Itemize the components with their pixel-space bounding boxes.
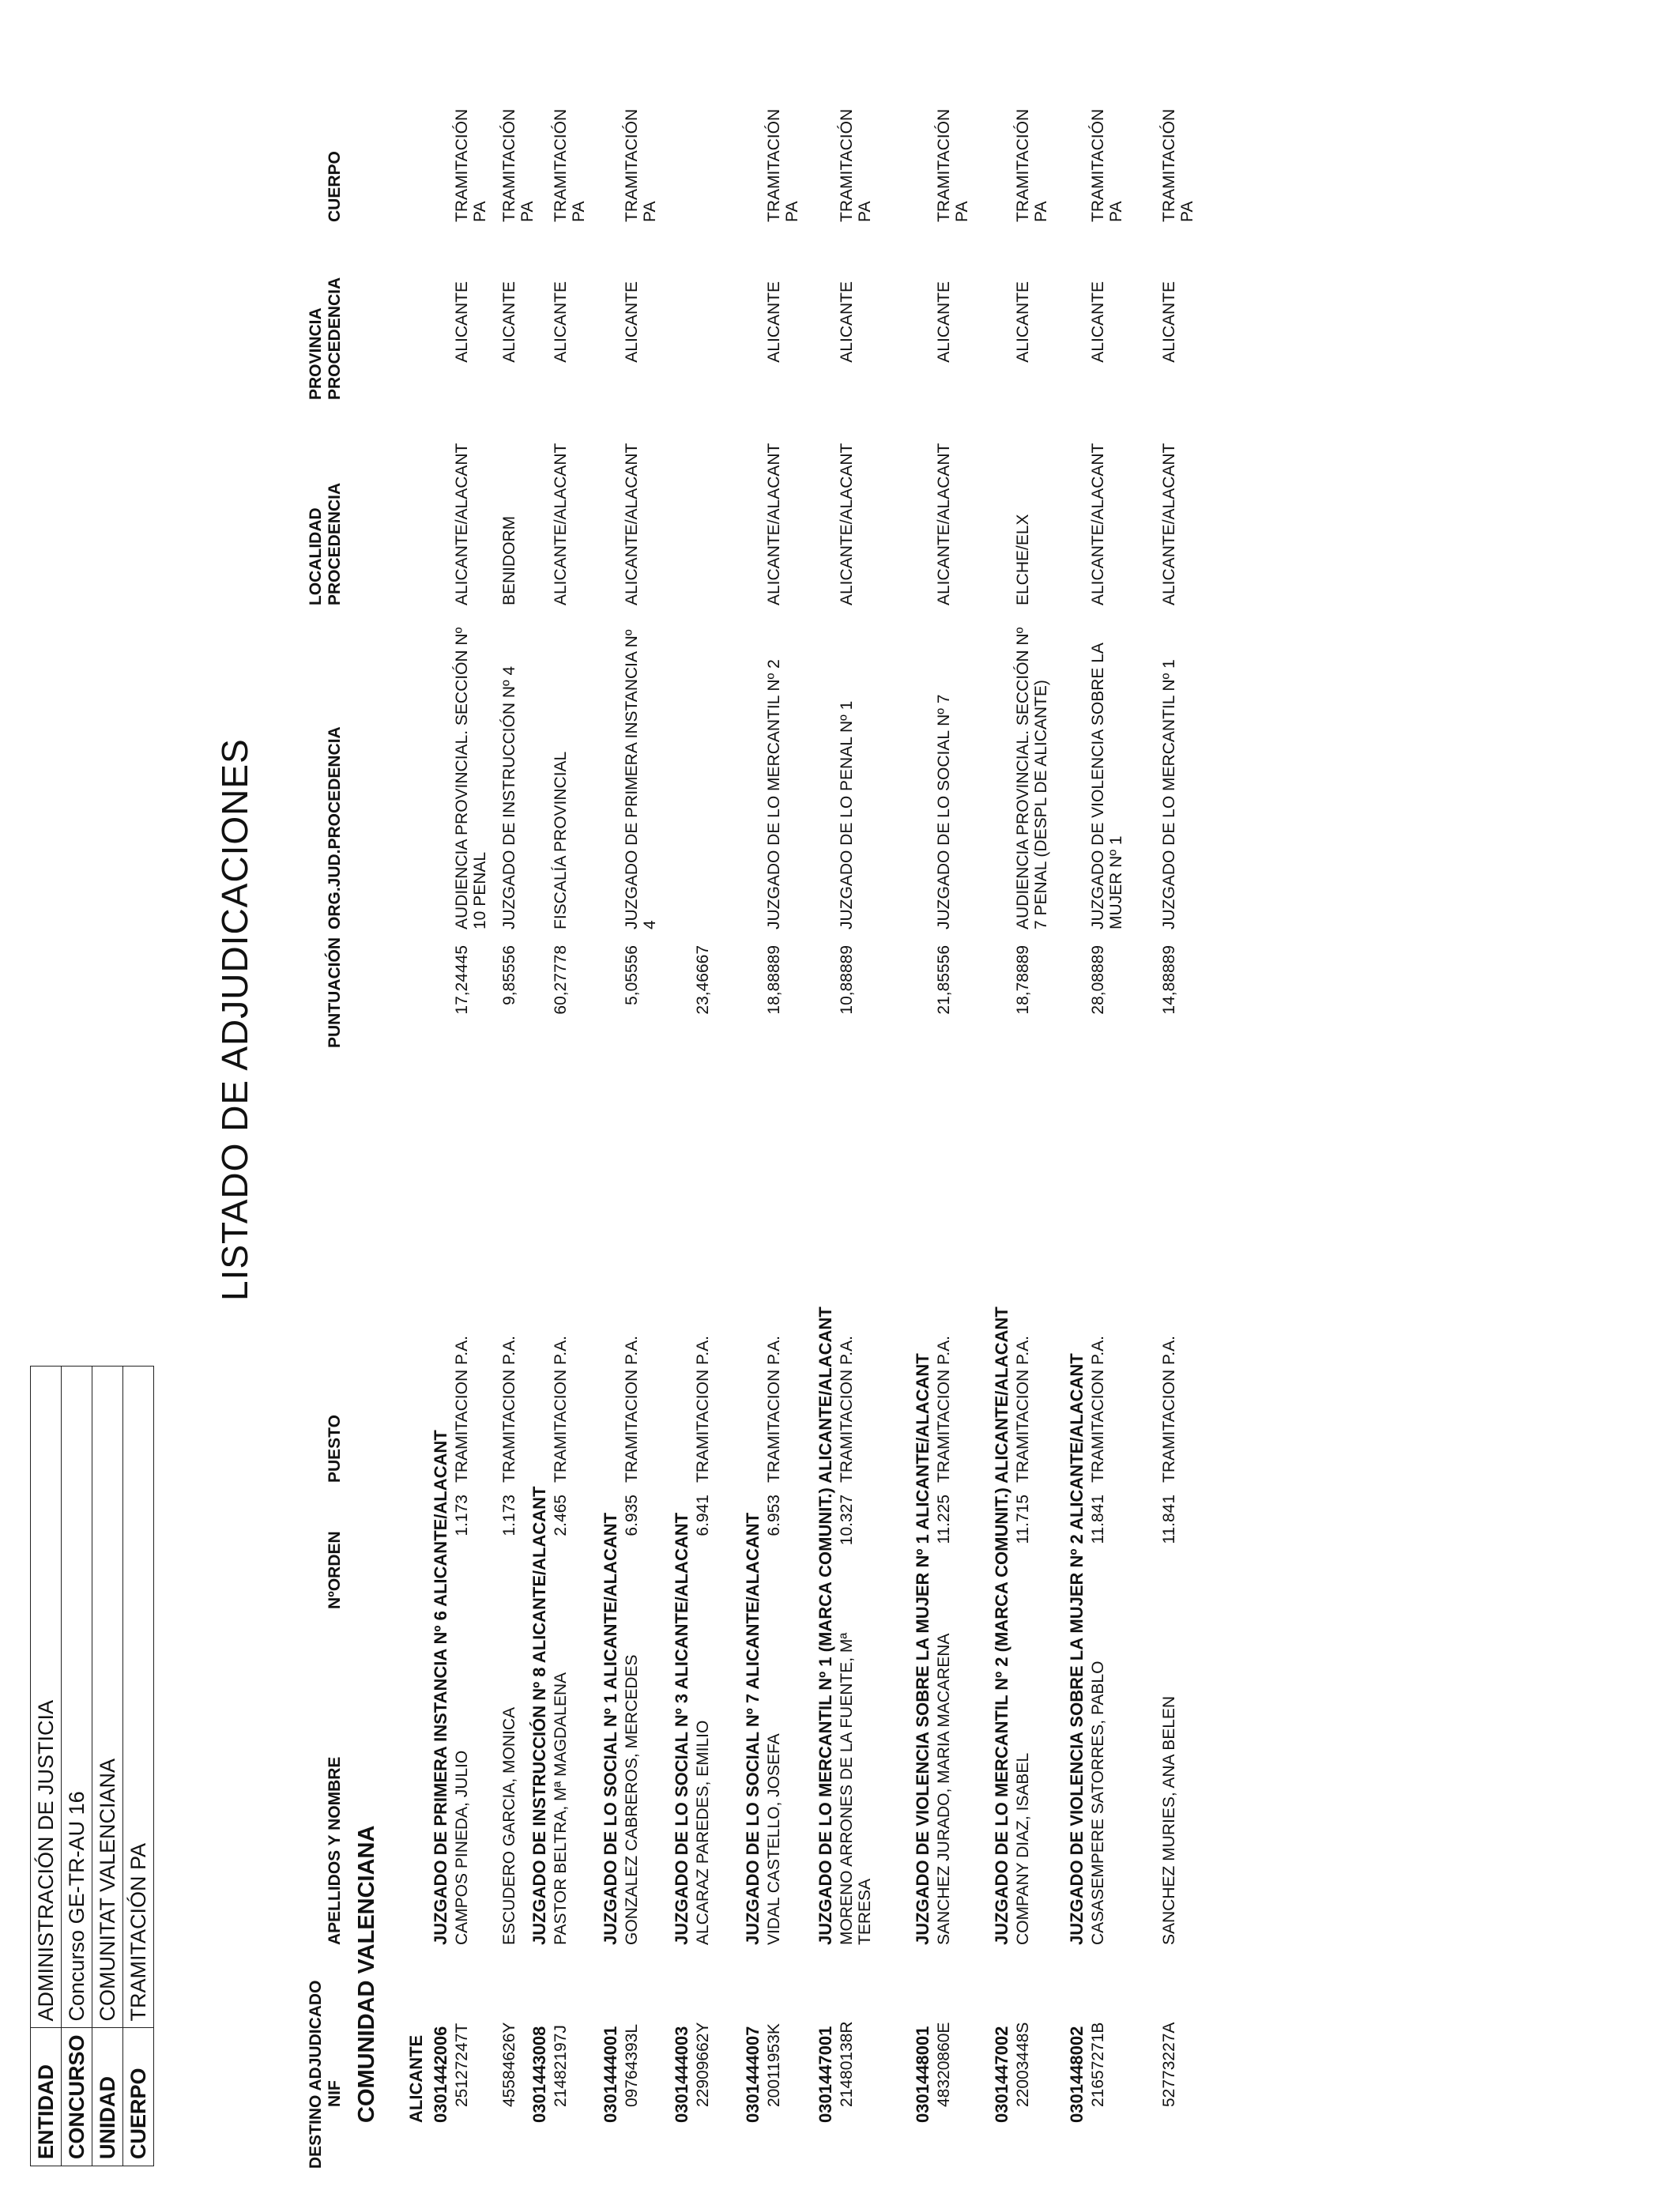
info-row — [92, 1367, 123, 2166]
header-destino: DESTINO ADJUDICADO — [307, 1980, 325, 2169]
cell-provincia: ALICANTE — [623, 281, 641, 363]
cell-provincia: ALICANTE — [552, 281, 570, 363]
cell-puesto: TRAMITACION P.A. — [838, 1336, 856, 1483]
cell-nif: 22909662Y — [694, 2022, 712, 2107]
cell-orden: 11.715 — [1014, 1495, 1032, 1544]
cell-orden: 10.327 — [838, 1495, 856, 1546]
info-value: COMUNITAT VALENCIANA — [92, 1367, 123, 2028]
info-value: ADMINISTRACIÓN DE JUSTICIA — [31, 1367, 62, 2028]
cell-nif: 09764393L — [623, 2023, 641, 2107]
info-value: Concurso GE-TR-AU 16 — [62, 1367, 92, 2028]
cell-puesto: TRAMITACION P.A. — [935, 1336, 953, 1483]
header-localidad: LOCALIDAD PROCEDENCIA — [307, 482, 344, 605]
info-key: CUERPO — [123, 2028, 154, 2166]
cell-orden: 11.225 — [935, 1495, 953, 1544]
cell-puesto: TRAMITACION P.A. — [1014, 1336, 1032, 1483]
cell-puntuacion: 9,85556 — [500, 945, 518, 1005]
cell-cuerpo: TRAMITACIÓN PA — [623, 108, 659, 222]
cell-puntuacion: 21,85556 — [935, 945, 953, 1015]
cell-puesto: TRAMITACION P.A. — [500, 1336, 518, 1483]
cell-orden: 6.935 — [623, 1495, 641, 1536]
cell-cuerpo: TRAMITACIÓN PA — [500, 108, 537, 222]
cell-nif: 45584626Y — [500, 2022, 518, 2107]
header-puntuacion: PUNTUACIÓN — [326, 937, 344, 1048]
destination-name: JUZGADO DE LO MERCANTIL Nº 2 (MARCA COMUNIT.) ALICANTE/ALACANT — [992, 1306, 1011, 1945]
cell-org: FISCALÍA PROVINCIAL — [552, 751, 570, 929]
cell-orden: 6.941 — [694, 1495, 712, 1536]
cell-provincia: ALICANTE — [838, 281, 856, 363]
destination-code: 0301444007 — [743, 2026, 763, 2123]
destination-code: 0301444001 — [601, 2026, 620, 2123]
cell-provincia: ALICANTE — [765, 281, 783, 363]
info-value: TRAMITACIÓN PA — [123, 1367, 154, 2028]
destination-code: 0301447001 — [816, 2026, 835, 2123]
destination-name: JUZGADO DE LO SOCIAL Nº 1 ALICANTE/ALACANT — [601, 1512, 620, 1945]
destination-name: JUZGADO DE VIOLENCIA SOBRE LA MUJER Nº 1 ALICANTE/ALACANT — [913, 1353, 932, 1945]
cell-provincia: ALICANTE — [1014, 281, 1032, 363]
cell-name: COMPANY DIAZ, ISABEL — [1014, 1752, 1032, 1945]
cell-name: CASASEMPERE SATORRES, PABLO — [1089, 1661, 1107, 1945]
cell-org: JUZGADO DE LO MERCANTIL Nº 1 — [1160, 659, 1178, 929]
destination-code: 0301448002 — [1067, 2026, 1087, 2123]
cell-cuerpo: TRAMITACIÓN PA — [552, 108, 588, 222]
info-row — [123, 1367, 154, 2166]
destination-name: JUZGADO DE PRIMERA INSTANCIA Nº 6 ALICANTE/ALACANT — [431, 1430, 450, 1945]
cell-nif: 52773227A — [1160, 2022, 1178, 2107]
destination-name: JUZGADO DE VIOLENCIA SOBRE LA MUJER Nº 2 ALICANTE/ALACANT — [1067, 1353, 1087, 1945]
cell-nif: 25127247T — [453, 2022, 471, 2107]
cell-orden: 6.953 — [765, 1495, 783, 1536]
cell-puesto: TRAMITACION P.A. — [623, 1336, 641, 1483]
cell-orden: 2.465 — [552, 1495, 570, 1536]
cell-name: PASTOR BELTRA, Mª MAGDALENA — [552, 1672, 570, 1945]
cell-nif: 20011953K — [765, 2023, 783, 2107]
cell-nif: 21657271B — [1089, 2022, 1107, 2107]
cell-org: JUZGADO DE PRIMERA INSTANCIA Nº 4 — [623, 629, 659, 929]
info-key: CONCURSO — [62, 2028, 92, 2166]
info-row — [62, 1367, 92, 2166]
destination-name: JUZGADO DE INSTRUCCIÓN Nº 8 ALICANTE/ALACANT — [529, 1486, 549, 1945]
cell-cuerpo: TRAMITACIÓN PA — [453, 108, 489, 222]
cell-org: JUZGADO DE LO PENAL Nº 1 — [838, 700, 856, 929]
info-key: UNIDAD — [92, 2028, 123, 2166]
cell-puntuacion: 60,27778 — [552, 945, 570, 1015]
info-box — [30, 1366, 154, 2166]
cell-cuerpo: TRAMITACIÓN PA — [935, 108, 971, 222]
cell-name: ALCARAZ PAREDES, EMILIO — [694, 1720, 712, 1945]
cell-localidad: ALICANTE/ALACANT — [1160, 443, 1178, 605]
cell-puesto: TRAMITACION P.A. — [552, 1336, 570, 1483]
cell-puntuacion: 28,08889 — [1089, 945, 1107, 1015]
cell-name: SANCHEZ MURIES, ANA BELEN — [1160, 1695, 1178, 1945]
info-row — [31, 1367, 62, 2166]
cell-nif: 21480138R — [838, 2021, 856, 2107]
cell-puntuacion: 23,46667 — [694, 945, 712, 1015]
cell-puntuacion: 18,78889 — [1014, 945, 1032, 1015]
cell-org: JUZGADO DE VIOLENCIA SOBRE LA MUJER Nº 1 — [1089, 643, 1125, 929]
cell-org: AUDIENCIA PROVINCIAL. SECCIÓN Nº 10 PENAL — [453, 627, 489, 929]
cell-nif: 48320860E — [935, 2022, 953, 2107]
cell-provincia: ALICANTE — [1160, 281, 1178, 363]
cell-org: JUZGADO DE LO MERCANTIL Nº 2 — [765, 659, 783, 929]
cell-orden: 1.173 — [453, 1495, 471, 1536]
destination-code: 0301447002 — [992, 2026, 1011, 2123]
cell-puntuacion: 18,88889 — [765, 945, 783, 1015]
cell-localidad: ALICANTE/ALACANT — [838, 443, 856, 605]
cell-puntuacion: 17,24445 — [453, 945, 471, 1015]
cell-provincia: ALICANTE — [453, 281, 471, 363]
destination-name: JUZGADO DE LO SOCIAL Nº 7 ALICANTE/ALACANT — [743, 1512, 763, 1945]
destination-name: JUZGADO DE LO MERCANTIL Nº 1 (MARCA COMUNIT.) ALICANTE/ALACANT — [816, 1306, 835, 1945]
cell-puntuacion: 5,05556 — [623, 945, 641, 1005]
cell-cuerpo: TRAMITACIÓN PA — [765, 108, 801, 222]
destination-code: 0301443008 — [529, 2026, 549, 2123]
header-provincia: PROVINCIA PROCEDENCIA — [307, 277, 344, 400]
cell-cuerpo: TRAMITACIÓN PA — [1089, 108, 1125, 222]
region-heading: COMUNIDAD VALENCIANA — [354, 1825, 379, 2123]
cell-provincia: ALICANTE — [1089, 281, 1107, 363]
destination-code: 0301444003 — [672, 2026, 691, 2123]
cell-name: MORENO ARRONES DE LA FUENTE, Mª TERESA — [838, 1632, 874, 1945]
page-title: LISTADO DE ADJUDICACIONES — [214, 738, 255, 1301]
cell-localidad: ALICANTE/ALACANT — [935, 443, 953, 605]
destination-code: 0301442006 — [431, 2026, 450, 2123]
cell-name: CAMPOS PINEDA, JULIO — [453, 1750, 471, 1945]
cell-orden: 11.841 — [1089, 1495, 1107, 1544]
cell-org: JUZGADO DE LO SOCIAL Nº 7 — [935, 694, 953, 929]
cell-name: GONZALEZ CABREROS, MERCEDES — [623, 1654, 641, 1945]
city-heading: ALICANTE — [406, 2034, 426, 2123]
header-nif: NIF — [326, 2080, 344, 2107]
cell-org: AUDIENCIA PROVINCIAL. SECCIÓN Nº 7 PENAL (DESPL DE ALICANTE) — [1014, 627, 1050, 929]
cell-localidad: ALICANTE/ALACANT — [453, 443, 471, 605]
header-cuerpo: CUERPO — [326, 151, 344, 222]
destination-name: JUZGADO DE LO SOCIAL Nº 3 ALICANTE/ALACANT — [672, 1512, 691, 1945]
cell-localidad: ALICANTE/ALACANT — [623, 443, 641, 605]
header-orden: NºORDEN — [326, 1531, 344, 1609]
cell-puesto: TRAMITACION P.A. — [1160, 1336, 1178, 1483]
cell-name: VIDAL CASTELLO, JOSEFA — [765, 1733, 783, 1945]
cell-name: ESCUDERO GARCIA, MONICA — [500, 1706, 518, 1945]
cell-puntuacion: 14,88889 — [1160, 945, 1178, 1015]
cell-localidad: ELCHE/ELX — [1014, 514, 1032, 605]
cell-puntuacion: 10,88889 — [838, 945, 856, 1015]
header-puesto: PUESTO — [326, 1415, 344, 1483]
cell-provincia: ALICANTE — [500, 281, 518, 363]
destination-code: 0301448001 — [913, 2026, 932, 2123]
cell-puesto: TRAMITACION P.A. — [1089, 1336, 1107, 1483]
cell-puesto: TRAMITACION P.A. — [694, 1336, 712, 1483]
cell-orden: 1.173 — [500, 1495, 518, 1536]
cell-provincia: ALICANTE — [935, 281, 953, 363]
info-key: ENTIDAD — [31, 2028, 62, 2166]
cell-name: SANCHEZ JURADO, MARIA MACARENA — [935, 1633, 953, 1945]
header-apellidos: APELLIDOS Y NOMBRE — [326, 1756, 344, 1945]
cell-nif: 21482197J — [552, 2025, 570, 2107]
cell-cuerpo: TRAMITACIÓN PA — [1014, 108, 1050, 222]
cell-cuerpo: TRAMITACIÓN PA — [1160, 108, 1196, 222]
cell-cuerpo: TRAMITACIÓN PA — [838, 108, 874, 222]
cell-puesto: TRAMITACION P.A. — [765, 1336, 783, 1483]
header-org: ORG.JUD.PROCEDENCIA — [326, 726, 344, 929]
cell-puesto: TRAMITACION P.A. — [453, 1336, 471, 1483]
cell-localidad: ALICANTE/ALACANT — [552, 443, 570, 605]
cell-localidad: BENIDORM — [500, 515, 518, 605]
cell-nif: 22003448S — [1014, 2022, 1032, 2107]
cell-localidad: ALICANTE/ALACANT — [765, 443, 783, 605]
cell-org: JUZGADO DE INSTRUCCIÓN Nº 4 — [500, 665, 518, 929]
cell-orden: 11.841 — [1160, 1495, 1178, 1544]
cell-localidad: ALICANTE/ALACANT — [1089, 443, 1107, 605]
